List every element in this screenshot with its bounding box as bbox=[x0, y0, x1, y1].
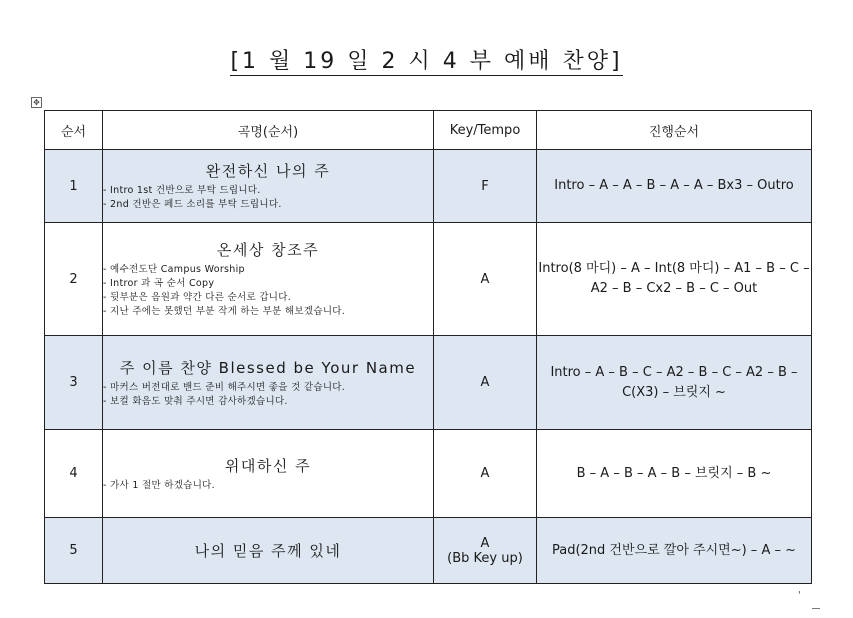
song-note: - 가사 1 절만 하겠습니다. bbox=[103, 479, 215, 491]
row-order: 2 bbox=[45, 223, 103, 336]
key-cell: A bbox=[434, 430, 537, 518]
progress-cell: Pad(2nd 건반으로 깔아 주시면~) – A – ~ bbox=[537, 518, 812, 584]
header-progress: 진행순서 bbox=[537, 111, 812, 150]
setlist-table bbox=[44, 110, 812, 584]
song-cell bbox=[103, 336, 434, 430]
song-note: - 2nd 건반은 페드 소리를 부탁 드립니다. bbox=[103, 199, 282, 210]
table-move-handle-icon[interactable]: ✥ bbox=[31, 97, 42, 108]
song-title: 완전하신 나의 주 bbox=[205, 162, 331, 180]
progress-cell: Intro(8 마디) – A – Int(8 마디) – A1 – B – C – A2 – B – Cx2 – B – C – Out bbox=[537, 223, 812, 336]
row-order: 4 bbox=[45, 430, 103, 518]
song-note: - Intro 1st 건반으로 부탁 드립니다. bbox=[103, 185, 261, 196]
key-value: A bbox=[480, 535, 490, 551]
song-note: - 보컬 화음도 맞춰 주시면 감사하겠습니다. bbox=[103, 395, 288, 407]
song-note: - 뒷부분은 음원과 약간 다른 순서로 갑니다. bbox=[103, 292, 292, 303]
key-cell: F bbox=[434, 150, 537, 223]
song-note: - 예수전도단 Campus Worship bbox=[103, 264, 245, 275]
page-title-text: [1 월 19 일 2 시 4 부 예배 찬양] bbox=[230, 49, 623, 74]
song-cell bbox=[103, 518, 434, 584]
song-cell bbox=[103, 223, 434, 336]
corner-dash bbox=[812, 608, 820, 609]
table-row bbox=[45, 430, 812, 518]
row-order: 1 bbox=[45, 150, 103, 223]
song-title: 위대하신 주 bbox=[224, 456, 312, 475]
song-note: - Intror 과 곡 순서 Copy bbox=[103, 278, 215, 289]
progress-cell: B – A – B – A – B – 브릿지 – B ~ bbox=[537, 430, 812, 518]
song-title: 온세상 창조주 bbox=[216, 241, 320, 259]
header-key-tempo: Key/Tempo bbox=[434, 111, 537, 150]
progress-cell: Intro – A – B – C – A2 – B – C – A2 – B – C(X3) – 브릿지 ~ bbox=[537, 336, 812, 430]
progress-cell: Intro – A – A – B – A – A – Bx3 – Outro bbox=[537, 150, 812, 223]
key-cell: A bbox=[434, 336, 537, 430]
song-note: - 마커스 버전대로 밴드 준비 해주시면 좋을 것 같습니다. bbox=[103, 381, 346, 393]
key-cell bbox=[434, 518, 537, 584]
table-row bbox=[45, 150, 812, 223]
key-cell: A bbox=[434, 223, 537, 336]
corner-mark: ' bbox=[798, 590, 801, 601]
header-order: 순서 bbox=[45, 111, 103, 150]
song-title: 나의 믿음 주께 있네 bbox=[194, 542, 342, 560]
key-change-note: (Bb Key up) bbox=[447, 550, 523, 566]
header-song: 곡명(순서) bbox=[103, 111, 434, 150]
song-cell bbox=[103, 150, 434, 223]
table-header-row bbox=[45, 111, 812, 150]
song-cell bbox=[103, 430, 434, 518]
table-row bbox=[45, 518, 812, 584]
table-row bbox=[45, 336, 812, 430]
table-row bbox=[45, 223, 812, 336]
row-order: 5 bbox=[45, 518, 103, 584]
song-note: - 지난 주에는 못했던 부분 작게 하는 부분 해보겠습니다. bbox=[103, 306, 346, 317]
song-title: 주 이름 찬양 Blessed be Your Name bbox=[119, 358, 417, 377]
page-title bbox=[0, 44, 853, 75]
row-order: 3 bbox=[45, 336, 103, 430]
